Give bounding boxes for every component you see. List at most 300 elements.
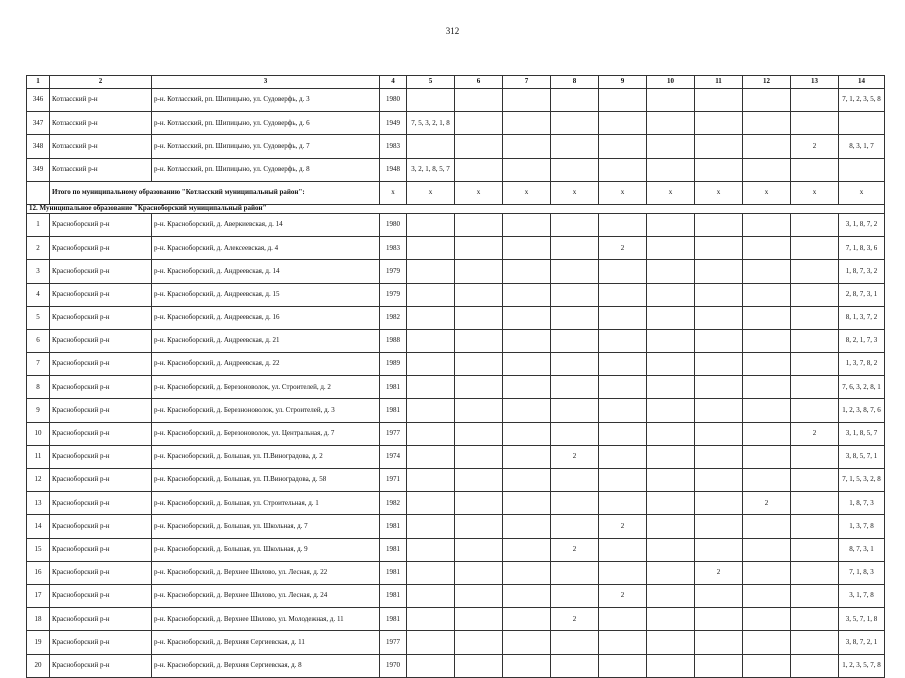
cell-col-13	[791, 608, 839, 631]
cell-col-14: 3, 1, 7, 8	[839, 584, 885, 607]
cell-col-12	[743, 538, 791, 561]
cell-col-12	[743, 608, 791, 631]
cell-col-1: 14	[27, 515, 50, 538]
cell-col-3: р-н. Красноборский, д. Андреевская, д. 14	[152, 260, 380, 283]
cell-col-6	[455, 283, 503, 306]
cell-col-6	[455, 112, 503, 135]
cell-col-5	[407, 353, 455, 376]
cell-col-1: 5	[27, 306, 50, 329]
table-row	[27, 584, 885, 607]
cell-col-1: 2	[27, 237, 50, 260]
cell-col-13	[791, 399, 839, 422]
cell-col-14	[839, 158, 885, 181]
cell-col-9	[599, 445, 647, 468]
cell-col-1: 1	[27, 213, 50, 236]
cell-col-3: р-н. Красноборский, д. Березоноволок, ул. Центральная, д. 7	[152, 422, 380, 445]
table-row	[27, 135, 885, 158]
total-row	[27, 181, 885, 204]
column-header-2: 2	[50, 76, 152, 89]
cell-col-14: 3, 1, 8, 7, 2	[839, 213, 885, 236]
cell-col-5	[407, 469, 455, 492]
cell-col-12	[743, 376, 791, 399]
cell-col-9: 2	[599, 584, 647, 607]
cell-col-11	[695, 654, 743, 677]
cell-col-2: Красноборский р-н	[50, 608, 152, 631]
cell-col-10	[647, 306, 695, 329]
cell-col-14: 1, 8, 7, 3	[839, 492, 885, 515]
cell-col-13	[791, 329, 839, 352]
cell-col-7	[503, 112, 551, 135]
cell-col-9	[599, 492, 647, 515]
cell-col-10	[647, 492, 695, 515]
cell-col-1: 17	[27, 584, 50, 607]
cell-col-12	[743, 445, 791, 468]
cell-col-10	[647, 260, 695, 283]
table-row	[27, 376, 885, 399]
cell-col-12	[743, 237, 791, 260]
total-row-mark: x	[503, 181, 551, 204]
cell-col-1: 15	[27, 538, 50, 561]
cell-col-5	[407, 213, 455, 236]
table-row	[27, 306, 885, 329]
section-title: 12. Муниципальное образование "Красноборский муниципальный район"	[27, 204, 885, 213]
cell-col-13	[791, 260, 839, 283]
table-row	[27, 399, 885, 422]
cell-col-11	[695, 353, 743, 376]
cell-col-8	[551, 237, 599, 260]
cell-col-5	[407, 654, 455, 677]
cell-col-1: 16	[27, 561, 50, 584]
cell-col-6	[455, 608, 503, 631]
cell-col-14: 7, 1, 8, 3	[839, 561, 885, 584]
cell-col-10	[647, 631, 695, 654]
cell-col-3: р-н. Красноборский, д. Верхнее Шилово, ул. Лесная, д. 22	[152, 561, 380, 584]
cell-col-1: 19	[27, 631, 50, 654]
cell-col-8	[551, 112, 599, 135]
cell-col-4: 1982	[380, 306, 407, 329]
cell-col-14: 1, 2, 3, 8, 7, 6	[839, 399, 885, 422]
cell-col-12	[743, 584, 791, 607]
cell-col-9	[599, 89, 647, 112]
cell-col-11	[695, 515, 743, 538]
cell-col-11	[695, 283, 743, 306]
cell-col-1: 347	[27, 112, 50, 135]
cell-col-4: 1980	[380, 213, 407, 236]
cell-col-6	[455, 654, 503, 677]
cell-col-11	[695, 608, 743, 631]
cell-col-13	[791, 492, 839, 515]
cell-col-4: 1981	[380, 608, 407, 631]
cell-col-10	[647, 469, 695, 492]
cell-col-4: 1977	[380, 631, 407, 654]
cell-col-4: 1981	[380, 561, 407, 584]
cell-col-5	[407, 329, 455, 352]
cell-col-2: Красноборский р-н	[50, 445, 152, 468]
cell-col-6	[455, 492, 503, 515]
cell-col-13	[791, 306, 839, 329]
cell-col-10	[647, 283, 695, 306]
cell-col-11	[695, 469, 743, 492]
cell-col-7	[503, 158, 551, 181]
cell-col-13	[791, 213, 839, 236]
cell-col-8	[551, 469, 599, 492]
column-header-11: 11	[695, 76, 743, 89]
cell-col-13	[791, 654, 839, 677]
cell-col-4: 1970	[380, 654, 407, 677]
cell-col-13	[791, 376, 839, 399]
cell-col-9	[599, 329, 647, 352]
total-row-mark: x	[551, 181, 599, 204]
table-row	[27, 329, 885, 352]
cell-col-14: 1, 3, 7, 8, 2	[839, 353, 885, 376]
cell-col-1: 3	[27, 260, 50, 283]
cell-col-2: Красноборский р-н	[50, 260, 152, 283]
cell-col-13	[791, 515, 839, 538]
cell-col-14: 3, 8, 7, 2, 1	[839, 631, 885, 654]
cell-col-10	[647, 515, 695, 538]
cell-col-12	[743, 260, 791, 283]
cell-col-7	[503, 608, 551, 631]
cell-col-1: 13	[27, 492, 50, 515]
table-row	[27, 237, 885, 260]
cell-col-7	[503, 561, 551, 584]
table-row	[27, 492, 885, 515]
cell-col-14: 1, 8, 7, 3, 2	[839, 260, 885, 283]
cell-col-6	[455, 353, 503, 376]
cell-col-7	[503, 353, 551, 376]
cell-col-1: 346	[27, 89, 50, 112]
column-header-1: 1	[27, 76, 50, 89]
cell-col-1: 10	[27, 422, 50, 445]
cell-col-9	[599, 631, 647, 654]
cell-col-9	[599, 112, 647, 135]
cell-col-3: р-н. Котласский, рп. Шипицыно, ул. Судоверфь, д. 3	[152, 89, 380, 112]
cell-col-6	[455, 422, 503, 445]
column-header-9: 9	[599, 76, 647, 89]
cell-col-10	[647, 89, 695, 112]
cell-col-13	[791, 353, 839, 376]
cell-col-2: Котласский р-н	[50, 135, 152, 158]
table-row	[27, 283, 885, 306]
total-row-mark: x	[743, 181, 791, 204]
table-row	[27, 89, 885, 112]
cell-col-7	[503, 584, 551, 607]
cell-col-12	[743, 135, 791, 158]
cell-col-2: Красноборский р-н	[50, 422, 152, 445]
cell-col-4: 1977	[380, 422, 407, 445]
column-header-13: 13	[791, 76, 839, 89]
cell-col-7	[503, 260, 551, 283]
cell-col-1: 12	[27, 469, 50, 492]
cell-col-12	[743, 422, 791, 445]
cell-col-14: 1, 2, 3, 5, 7, 8	[839, 654, 885, 677]
cell-col-8: 2	[551, 538, 599, 561]
cell-col-11	[695, 306, 743, 329]
cell-col-3: р-н. Красноборский, д. Большая, ул. П.Виноградова, д. 2	[152, 445, 380, 468]
cell-col-1: 349	[27, 158, 50, 181]
cell-col-11	[695, 89, 743, 112]
total-row-mark: x	[647, 181, 695, 204]
cell-col-1: 9	[27, 399, 50, 422]
table-row	[27, 213, 885, 236]
cell-col-5	[407, 135, 455, 158]
cell-col-7	[503, 515, 551, 538]
page-number: 312	[445, 26, 460, 36]
cell-col-14: 1, 3, 7, 8	[839, 515, 885, 538]
cell-col-4: 1981	[380, 376, 407, 399]
cell-col-10	[647, 135, 695, 158]
cell-col-3: р-н. Красноборский, д. Верхняя Сергиевская, д. 8	[152, 654, 380, 677]
cell-col-12	[743, 353, 791, 376]
cell-col-5	[407, 283, 455, 306]
cell-col-11	[695, 584, 743, 607]
cell-col-10	[647, 584, 695, 607]
cell-col-11	[695, 376, 743, 399]
cell-col-3: р-н. Красноборский, д. Березоноволок, ул. Строителей, д. 2	[152, 376, 380, 399]
cell-col-12	[743, 158, 791, 181]
cell-col-8	[551, 135, 599, 158]
cell-col-14: 8, 2, 1, 7, 3	[839, 329, 885, 352]
table-body	[27, 89, 885, 678]
cell-col-8	[551, 353, 599, 376]
column-header-12: 12	[743, 76, 791, 89]
cell-col-5	[407, 237, 455, 260]
cell-col-4: 1971	[380, 469, 407, 492]
cell-col-11	[695, 329, 743, 352]
cell-col-12	[743, 399, 791, 422]
cell-col-3: р-н. Красноборский, д. Андреевская, д. 22	[152, 353, 380, 376]
cell-col-3: р-н. Красноборский, д. Андреевская, д. 16	[152, 306, 380, 329]
cell-col-6	[455, 515, 503, 538]
cell-col-6	[455, 158, 503, 181]
cell-col-14: 7, 1, 5, 3, 2, 8	[839, 469, 885, 492]
cell-col-12	[743, 306, 791, 329]
cell-col-4: 1979	[380, 283, 407, 306]
cell-col-7	[503, 135, 551, 158]
cell-col-12	[743, 631, 791, 654]
cell-col-9	[599, 283, 647, 306]
cell-col-7	[503, 631, 551, 654]
cell-col-14: 8, 3, 1, 7	[839, 135, 885, 158]
cell-col-8	[551, 376, 599, 399]
cell-col-3: р-н. Красноборский, д. Верхнее Шилово, ул. Молодежная, д. 11	[152, 608, 380, 631]
cell-col-5	[407, 584, 455, 607]
cell-col-7	[503, 538, 551, 561]
cell-col-2: Красноборский р-н	[50, 283, 152, 306]
cell-col-4: 1981	[380, 538, 407, 561]
cell-col-10	[647, 561, 695, 584]
cell-col-9	[599, 306, 647, 329]
total-row-mark: x	[791, 181, 839, 204]
cell-col-3: р-н. Красноборский, д. Андреевская, д. 15	[152, 283, 380, 306]
cell-col-5	[407, 608, 455, 631]
cell-col-4: 1983	[380, 135, 407, 158]
cell-col-2: Красноборский р-н	[50, 561, 152, 584]
total-row-mark: x	[380, 181, 407, 204]
cell-col-13	[791, 158, 839, 181]
cell-col-5	[407, 306, 455, 329]
cell-col-5	[407, 515, 455, 538]
cell-col-7	[503, 283, 551, 306]
cell-col-8	[551, 306, 599, 329]
cell-col-4: 1974	[380, 445, 407, 468]
cell-col-6	[455, 89, 503, 112]
column-header-14: 14	[839, 76, 885, 89]
cell-col-13	[791, 631, 839, 654]
cell-col-3: р-н. Красноборский, д. Аверкиевская, д. 14	[152, 213, 380, 236]
cell-col-8	[551, 213, 599, 236]
cell-col-1: 20	[27, 654, 50, 677]
cell-col-2: Красноборский р-н	[50, 654, 152, 677]
cell-col-2: Красноборский р-н	[50, 237, 152, 260]
cell-col-9	[599, 213, 647, 236]
cell-col-8	[551, 399, 599, 422]
cell-col-7	[503, 445, 551, 468]
cell-col-1: 4	[27, 283, 50, 306]
cell-col-11	[695, 422, 743, 445]
cell-col-1: 6	[27, 329, 50, 352]
cell-col-14: 8, 1, 3, 7, 2	[839, 306, 885, 329]
cell-col-4: 1982	[380, 492, 407, 515]
cell-col-14: 7, 1, 2, 3, 5, 8	[839, 89, 885, 112]
cell-col-7	[503, 237, 551, 260]
cell-col-6	[455, 306, 503, 329]
total-row-spacer	[27, 181, 50, 204]
cell-col-6	[455, 376, 503, 399]
cell-col-5: 3, 2, 1, 8, 5, 7	[407, 158, 455, 181]
cell-col-5	[407, 376, 455, 399]
cell-col-1: 8	[27, 376, 50, 399]
cell-col-11: 2	[695, 561, 743, 584]
cell-col-4: 1981	[380, 399, 407, 422]
cell-col-2: Красноборский р-н	[50, 538, 152, 561]
cell-col-2: Котласский р-н	[50, 89, 152, 112]
cell-col-4: 1949	[380, 112, 407, 135]
table-header	[27, 76, 885, 89]
table-row	[27, 654, 885, 677]
cell-col-9	[599, 608, 647, 631]
cell-col-12	[743, 283, 791, 306]
total-row-label: Итого по муниципальному образованию "Котласский муниципальный район":	[50, 181, 380, 204]
housing-registry-table	[26, 75, 885, 678]
cell-col-13	[791, 469, 839, 492]
cell-col-9: 2	[599, 515, 647, 538]
cell-col-3: р-н. Котласский, рп. Шипицыно, ул. Судоверфь, д. 8	[152, 158, 380, 181]
cell-col-11	[695, 158, 743, 181]
cell-col-10	[647, 353, 695, 376]
cell-col-10	[647, 213, 695, 236]
cell-col-12	[743, 329, 791, 352]
cell-col-2: Красноборский р-н	[50, 353, 152, 376]
table-row	[27, 112, 885, 135]
cell-col-2: Красноборский р-н	[50, 631, 152, 654]
cell-col-14: 7, 1, 8, 3, 6	[839, 237, 885, 260]
cell-col-5	[407, 260, 455, 283]
cell-col-9	[599, 538, 647, 561]
cell-col-8	[551, 561, 599, 584]
table-row	[27, 353, 885, 376]
cell-col-6	[455, 631, 503, 654]
column-header-3: 3	[152, 76, 380, 89]
cell-col-13	[791, 538, 839, 561]
cell-col-4: 1983	[380, 237, 407, 260]
cell-col-13	[791, 561, 839, 584]
cell-col-5	[407, 422, 455, 445]
cell-col-3: р-н. Красноборский, д. Большая, ул. Школьная, д. 9	[152, 538, 380, 561]
cell-col-9	[599, 260, 647, 283]
cell-col-13	[791, 283, 839, 306]
cell-col-7	[503, 399, 551, 422]
cell-col-12	[743, 213, 791, 236]
cell-col-11	[695, 631, 743, 654]
cell-col-3: р-н. Котласский, рп. Шипицыно, ул. Судоверфь, д. 7	[152, 135, 380, 158]
cell-col-2: Красноборский р-н	[50, 399, 152, 422]
cell-col-10	[647, 158, 695, 181]
cell-col-14: 3, 5, 7, 1, 8	[839, 608, 885, 631]
cell-col-10	[647, 399, 695, 422]
cell-col-2: Красноборский р-н	[50, 376, 152, 399]
total-row-mark: x	[455, 181, 503, 204]
cell-col-11	[695, 135, 743, 158]
cell-col-3: р-н. Красноборский, д. Верхняя Сергиевская, д. 11	[152, 631, 380, 654]
cell-col-4: 1979	[380, 260, 407, 283]
cell-col-14	[839, 112, 885, 135]
table-row	[27, 260, 885, 283]
cell-col-10	[647, 112, 695, 135]
column-header-7: 7	[503, 76, 551, 89]
cell-col-8	[551, 329, 599, 352]
header-row	[27, 76, 885, 89]
cell-col-8	[551, 515, 599, 538]
cell-col-10	[647, 538, 695, 561]
cell-col-7	[503, 306, 551, 329]
column-header-5: 5	[407, 76, 455, 89]
table-row	[27, 469, 885, 492]
cell-col-10	[647, 445, 695, 468]
cell-col-1: 18	[27, 608, 50, 631]
cell-col-11	[695, 399, 743, 422]
cell-col-3: р-н. Красноборский, д. Большая, ул. Школьная, д. 7	[152, 515, 380, 538]
cell-col-12: 2	[743, 492, 791, 515]
cell-col-14: 2, 8, 7, 3, 1	[839, 283, 885, 306]
cell-col-5	[407, 399, 455, 422]
cell-col-9	[599, 422, 647, 445]
cell-col-2: Красноборский р-н	[50, 492, 152, 515]
cell-col-13: 2	[791, 135, 839, 158]
cell-col-8	[551, 283, 599, 306]
cell-col-7	[503, 376, 551, 399]
cell-col-8	[551, 89, 599, 112]
cell-col-3: р-н. Красноборский, д. Большая, ул. Строительная, д. 1	[152, 492, 380, 515]
cell-col-2: Красноборский р-н	[50, 515, 152, 538]
cell-col-9: 2	[599, 237, 647, 260]
table-row	[27, 445, 885, 468]
cell-col-12	[743, 89, 791, 112]
cell-col-4: 1989	[380, 353, 407, 376]
cell-col-9	[599, 399, 647, 422]
table-row	[27, 631, 885, 654]
cell-col-12	[743, 112, 791, 135]
cell-col-11	[695, 260, 743, 283]
cell-col-10	[647, 237, 695, 260]
total-row-mark: x	[839, 181, 885, 204]
cell-col-11	[695, 112, 743, 135]
cell-col-12	[743, 561, 791, 584]
cell-col-1: 11	[27, 445, 50, 468]
column-header-8: 8	[551, 76, 599, 89]
cell-col-7	[503, 492, 551, 515]
cell-col-3: р-н. Красноборский, д. Алексеевская, д. 4	[152, 237, 380, 260]
